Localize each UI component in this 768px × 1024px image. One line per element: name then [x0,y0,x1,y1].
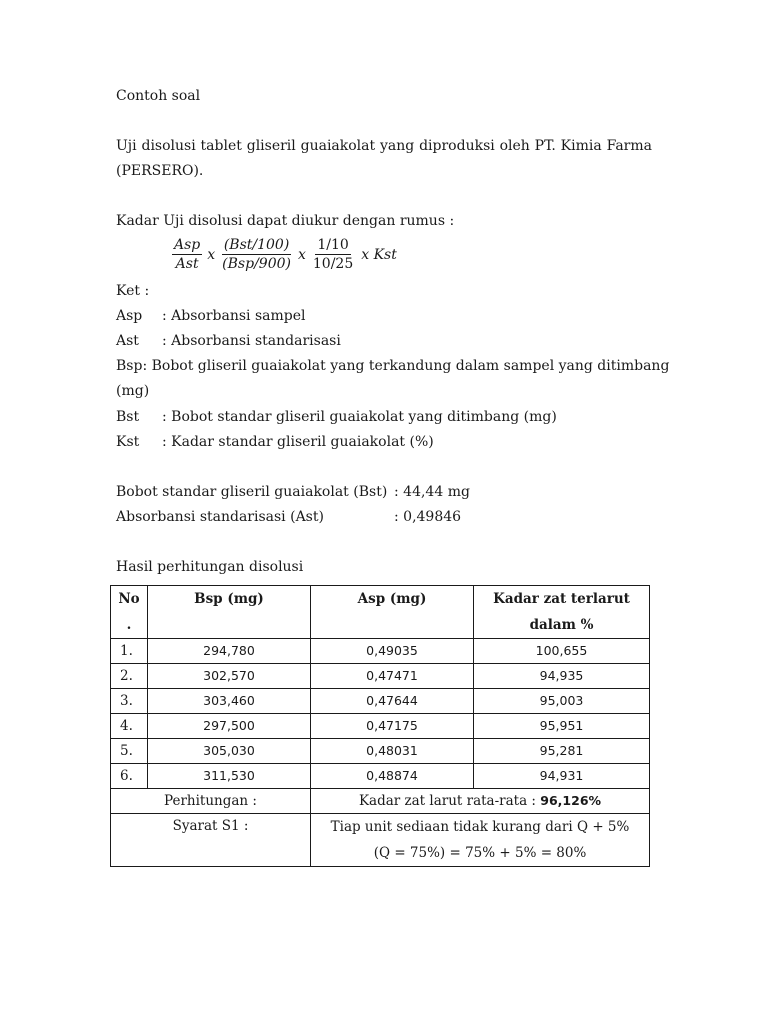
cell-bsp: 305,030 [148,739,311,764]
header-no: No . [111,586,148,639]
cell-no: 2. [111,664,148,689]
table-title: Hasil perhitungan disolusi [116,559,304,575]
header-kadar: Kadar zat terlarut dalam % [474,586,650,639]
intro-text: Uji disolusi tablet gliseril guaiakolat yang diproduksi oleh PT. Kimia Farma [116,138,652,154]
cell-kadar: 100,655 [474,639,650,664]
def-bsp-cont: (mg) [116,383,150,399]
cell-bsp: 294,780 [148,639,311,664]
syarat-row [111,814,650,867]
header-asp: Asp (mg) [311,586,474,639]
given-bst: Bobot standar gliseril guaiakolat (Bst) : 44,44 mg [116,484,470,500]
perhitungan-row [111,789,650,814]
def-asp: Asp : Absorbansi sampel [116,308,306,324]
cell-no: 1. [111,639,148,664]
given-ast: Absorbansi standarisasi (Ast) : 0,49846 [116,509,462,525]
cell-kadar: 95,951 [474,714,650,739]
syarat-label: Syarat S1 : [111,814,311,867]
cell-no: 6. [111,764,148,789]
cell-kadar: 94,931 [474,764,650,789]
cell-asp: 0,47644 [311,689,474,714]
cell-asp: 0,48031 [311,739,474,764]
header-bsp: Bsp (mg) [148,586,311,639]
cell-kadar: 95,003 [474,689,650,714]
heading: Contoh soal [116,88,201,104]
table-row [111,764,650,789]
formula-intro: Kadar Uji disolusi dapat diukur dengan rumus : [116,213,455,229]
table-row [111,689,650,714]
def-bst: Bst : Bobot standar gliseril guaiakolat yang ditimbang (mg) [116,409,557,425]
cell-bsp: 311,530 [148,764,311,789]
perhitungan-cell: Kadar zat larut rata-rata : 96,126% [311,789,650,814]
cell-no: 5. [111,739,148,764]
ket-label: Ket : [116,283,150,299]
results-table [110,585,650,867]
cell-bsp: 297,500 [148,714,311,739]
cell-kadar: 95,281 [474,739,650,764]
syarat-cell: Tiap unit sediaan tidak kurang dari Q + 5% (Q = 75%) = 75% + 5% = 80% [311,814,650,867]
formula-fraction-c: $\frac{1/10}{10/25}$ [312,237,354,272]
cell-asp: 0,47471 [311,664,474,689]
average-value: 96,126% [540,793,602,808]
cell-no: 4. [111,714,148,739]
formula-fraction-b: $\frac{\text{(Bst/100)}}{\text{(Bsp/900)}}$ [222,237,291,272]
cell-bsp: 303,460 [148,689,311,714]
cell-asp: 0,48874 [311,764,474,789]
table-row [111,714,650,739]
intro-text-cont: (PERSERO). [116,163,204,179]
cell-no: 3. [111,689,148,714]
formula-fraction-a: $\frac{\text{Asp}}{\text{Ast}}$ [174,237,201,272]
table-row [111,639,650,664]
table-header-row [111,586,650,639]
cell-asp: 0,47175 [311,714,474,739]
def-ast: Ast : Absorbansi standarisasi [116,333,341,349]
def-bsp: Bsp : Bobot gliseril guaiakolat yang terkandung dalam sampel yang ditimbang [116,358,670,374]
def-kst: Kst : Kadar standar gliseril guaiakolat (%) [116,434,434,450]
table-row [111,664,650,689]
perhitungan-label: Perhitungan : [111,789,311,814]
cell-asp: 0,49035 [311,639,474,664]
dissolution-formula: $\frac{\text{Asp}}{\text{Ast}}$ x $\frac{\text{(Bst/100)}}{\text{(Bsp/900)}}$ x $\frac{1/10}{10/25}$ x Kst [174,237,397,272]
cell-kadar: 94,935 [474,664,650,689]
table-row [111,739,650,764]
cell-bsp: 302,570 [148,664,311,689]
